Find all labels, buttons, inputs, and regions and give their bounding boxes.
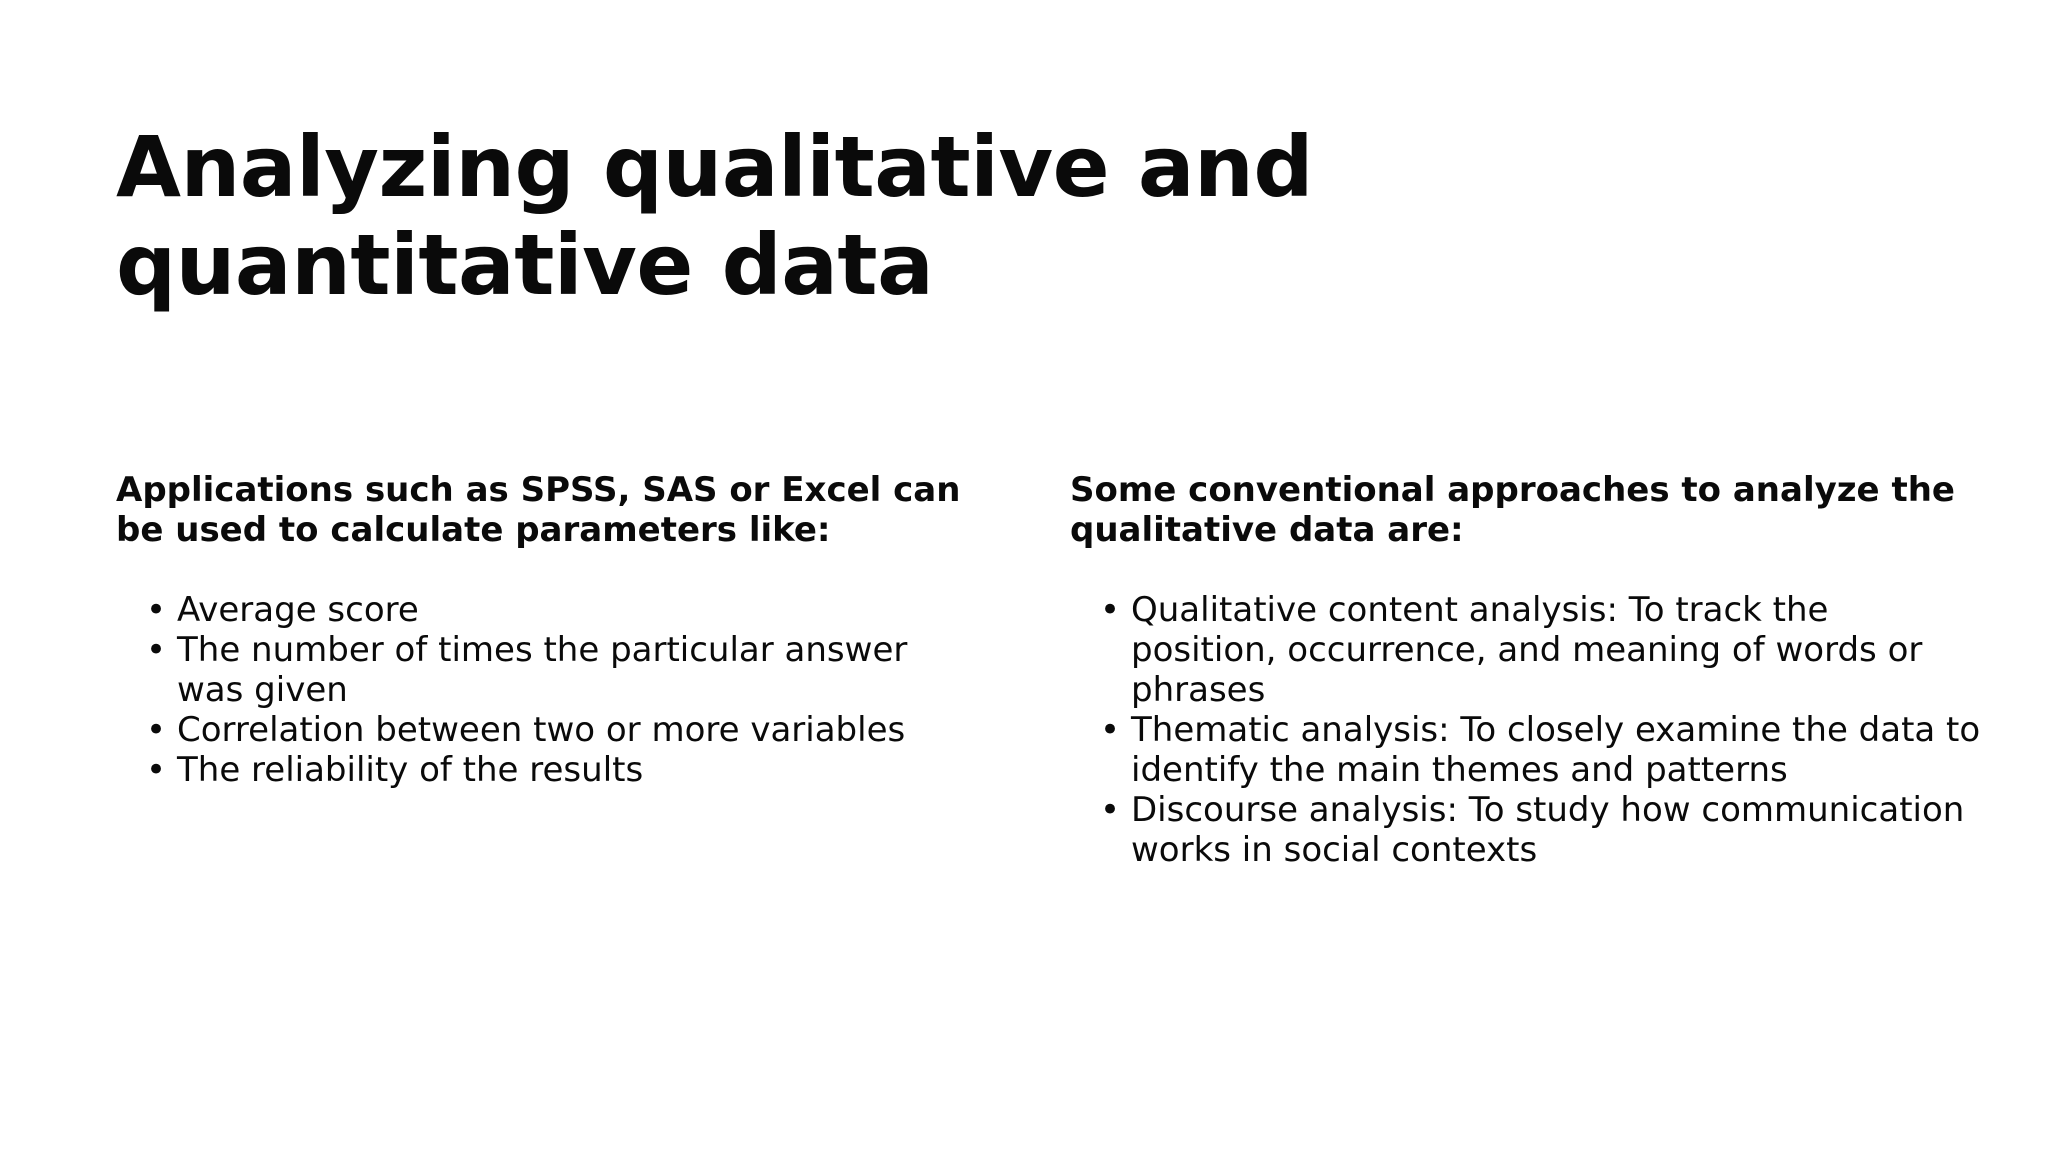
list-item: [1070, 790, 2000, 870]
list-item-text: phrases: [1131, 670, 1266, 710]
left-column: [116, 470, 966, 790]
list-item-text: Discourse analysis: To study how communication: [1131, 790, 1965, 830]
list-item-text: The reliability of the results: [177, 750, 644, 790]
right-column: [1070, 470, 2000, 870]
list-item: [116, 710, 966, 750]
left-intro-line: Applications such as SPSS, SAS or Excel can: [116, 470, 961, 510]
bullet-icon: •: [1100, 710, 1121, 750]
list-item-text: works in social contexts: [1131, 830, 1538, 870]
bullet-icon: •: [146, 750, 167, 790]
list-item: [116, 590, 966, 630]
right-intro-line: qualitative data are:: [1070, 510, 1464, 550]
right-intro: [1070, 470, 2000, 550]
slide-title: [116, 118, 1516, 314]
list-item: [116, 750, 966, 790]
bullet-icon: •: [1100, 590, 1121, 630]
list-item-text: identify the main themes and patterns: [1131, 750, 1788, 790]
list-item: [1070, 710, 2000, 790]
list-item: [116, 630, 966, 710]
list-item-text: was given: [177, 670, 348, 710]
list-item-text: Thematic analysis: To closely examine the data to: [1131, 710, 1981, 750]
list-item-text: Correlation between two or more variables: [177, 710, 906, 750]
bullet-icon: •: [1100, 790, 1121, 830]
right-intro-line: Some conventional approaches to analyze the: [1070, 470, 1955, 510]
left-intro: [116, 470, 966, 550]
left-intro-line: be used to calculate parameters like:: [116, 510, 831, 550]
right-bullet-list: [1070, 590, 2000, 870]
list-item-text: Qualitative content analysis: To track the: [1131, 590, 1829, 630]
bullet-icon: •: [146, 590, 167, 630]
list-item-text: Average score: [177, 590, 419, 630]
bullet-icon: •: [146, 630, 167, 670]
list-item-text: position, occurrence, and meaning of words or: [1131, 630, 1923, 670]
list-item-text: The number of times the particular answer: [177, 630, 908, 670]
bullet-icon: •: [146, 710, 167, 750]
list-item: [1070, 590, 2000, 710]
left-bullet-list: [116, 590, 966, 790]
slide-title-line: quantitative data: [116, 216, 934, 314]
slide-title-line: Analyzing qualitative and: [116, 118, 1313, 216]
